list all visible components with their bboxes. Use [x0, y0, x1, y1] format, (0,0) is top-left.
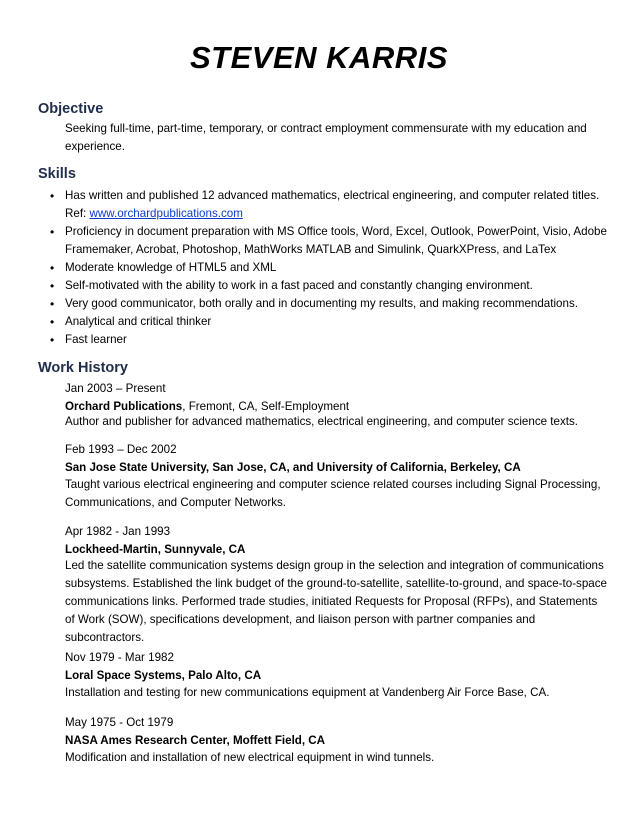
skills-heading: Skills: [38, 166, 76, 182]
job-employer-name: Loral Space Systems, Palo Alto, CA: [65, 669, 262, 682]
job-description: Taught various electrical engineering and computer science related courses including Signal Processing, Communications, and Computer Networks.: [65, 478, 601, 509]
job-dates: Feb 1993 – Dec 2002: [65, 443, 177, 456]
job-employer-name: Orchard Publications: [65, 400, 183, 413]
skill-item: • Analytical and critical thinker: [50, 313, 610, 331]
resume-name: STEVEN KARRIS: [190, 40, 448, 75]
skill-item: • Very good communicator, both orally and in documenting my results, and making recommendations.: [50, 295, 610, 313]
objective-text: Seeking full-time, part-time, temporary, or contract employment commensurate with my education and experience.: [65, 122, 587, 153]
job-employer-name: NASA Ames Research Center, Moffett Field, CA: [65, 734, 326, 747]
job-description: Installation and testing for new communications equipment at Vandenberg Air Force Base, CA.: [65, 686, 550, 699]
job-description: Led the satellite communication systems design group in the selection and integration of communications subsystems. Established the link budget of the ground-to-satellite, satellite-to-ground, and space-to-space communications links. Performed trade studies, initiated Requests for Proposal (RFPs), and Statements of Work (SOW), specifications development, and liaison person with partner companies and subcontractors.: [65, 559, 607, 644]
job-employer-name: Lockheed-Martin, Sunnyvale, CA: [65, 543, 246, 556]
job-employer-details: , Fremont, CA, Self-Employment: [182, 400, 350, 413]
job-dates: Nov 1979 - Mar 1982: [65, 651, 174, 664]
job-employer-name: San Jose State University, San Jose, CA, and University of California, Berkeley, CA: [65, 461, 521, 474]
job-dates: Apr 1982 - Jan 1993: [65, 525, 171, 538]
work-history-heading: Work History: [38, 360, 128, 376]
skill-item: • Proficiency in document preparation with MS Office tools, Word, Excel, Outlook, PowerPoint, Visio, Adobe Framemaker, Acrobat, Photoshop, MathWorks MATLAB and Simulink, QuarkXPress, and LaTex: [50, 223, 610, 259]
job-description: Modification and installation of new electrical equipment in wind tunnels.: [65, 751, 435, 764]
job-description: Author and publisher for advanced mathematics, electrical engineering, and computer science texts.: [65, 415, 578, 428]
job-dates: Jan 2003 – Present: [65, 382, 166, 395]
objective-heading: Objective: [38, 101, 104, 117]
skill-item: • Self-motivated with the ability to work in a fast paced and constantly changing environment.: [50, 277, 610, 295]
job-dates: May 1975 - Oct 1979: [65, 716, 174, 729]
ref-label: Ref:: [65, 207, 87, 220]
skill-item: • Moderate knowledge of HTML5 and XML: [50, 259, 610, 277]
skill-item-text: Has written and published 12 advanced mathematics, electrical engineering, and computer related titles.: [65, 189, 600, 202]
skill-item: • Fast learner: [50, 331, 610, 349]
skill-item: [50, 187, 610, 223]
orchard-publications-link[interactable]: www.orchardpublications.com: [89, 207, 243, 220]
